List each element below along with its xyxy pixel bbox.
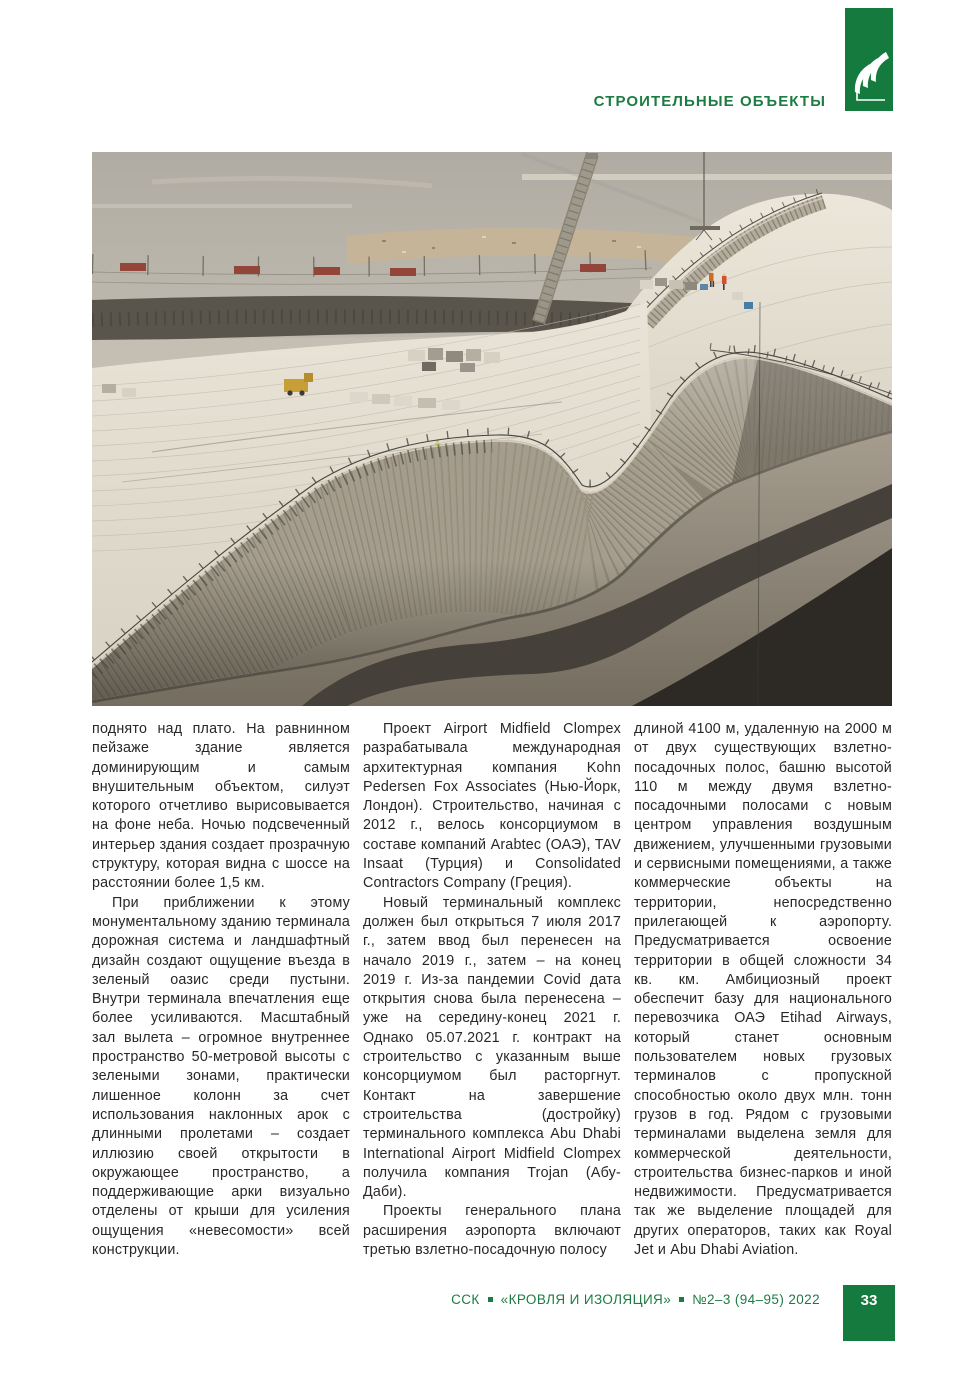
footer-journal-title: «КРОВЛЯ И ИЗОЛЯЦИЯ» — [500, 1292, 672, 1307]
paragraph: Новый терминальный комплекс должен был открыться 7 июля 2017 г., затем ввод был перенесен на начало 2019 г., затем – на конец 2019 г. Из-за пандемии Covid дата открытия снова была перенесена – уже на середину-конец 2021 г. Однако 05.07.2021 г. контракт на строительство с указанным выше консорциумом был расторгнут. Контакт на завершение строительства (достройку) терминального комплекса Abu Dhabi International Airport Midfield Clompex получила компания Trojan (Абу-Даби). — [363, 894, 621, 1201]
page-number-badge — [843, 1285, 895, 1341]
page-number: 33 — [860, 1292, 878, 1309]
ssk-logo-graphic — [845, 8, 893, 111]
square-separator-icon — [679, 1297, 684, 1302]
paragraph: При приближении к этому монументальному зданию терминала дорожная система и ландшафтный дизайн создают ощущение въезда в зеленый оазис среди пустыни. Внутри терминала впечатления еще более усиливаются. Масштабный зал вылета – огромное внутреннее пространство 50-метровой высоты с зелеными зонами, практически лишенное колонн за счет использования наклонных арок с длинными пролетами – создает иллюзию своей открытости в окружающее пространство, а поддерживающие арки визуально отделены от крыши для усиления ощущения «невесомости» всей конструкции. — [92, 894, 350, 1259]
text-column-3 — [634, 720, 892, 1260]
footer-journal-line — [92, 1292, 820, 1307]
construction-photo-illustration — [92, 152, 892, 706]
footer-org: ССК — [451, 1292, 480, 1307]
ssk-logo — [845, 8, 893, 111]
text-column-1 — [92, 720, 350, 1260]
paragraph: Проект Airport Midfield Clompex разрабатывала международная архитектурная компания Kohn Pedersen Fox Associates (Нью-Йорк, Лондон). Строительство, начиная с 2012 г., велось консорциумом в составе компаний Arabtec (ОАЭ), TAV Insaat (Турция) и Consolidated Contractors Company (Греция). — [363, 721, 621, 892]
paragraph: поднято над плато. На равнинном пейзаже здание является доминирующим и самым внушительным объектом, силуэт которого отчетливо вырисовывается на фоне неба. Ночью подсвеченный интерьер здания создает прозрачную структуру, которая видна с шоссе на расстоянии более 1,5 км. — [92, 721, 350, 892]
text-column-2 — [363, 720, 621, 1260]
footer-issue: №2–3 (94–95) 2022 — [692, 1292, 820, 1307]
paragraph: Проекты генерального плана расширения аэропорта включают третью взлетно-посадочную полосу — [363, 1203, 621, 1259]
section-label: СТРОИТЕЛЬНЫЕ ОБЪЕКТЫ — [593, 93, 826, 110]
article-columns — [92, 720, 892, 1260]
terminal-construction-photo — [92, 152, 892, 706]
square-separator-icon — [488, 1297, 493, 1302]
paragraph: длиной 4100 м, удаленную на 2000 м от двух существующих взлетно-посадочных полос, башню высотой 110 м между двумя взлетно-посадочными полосами с новым центром управления воздушным движением, улучшенными грузовыми и сервисными помещениями, а также коммерческие объекты на территории, непосредственно прилегающей к аэропорту. Предусматривается освоение территории в общей сложности 34 кв. км. Амбициозный проект обеспечит базу для национального перевозчика ОАЭ Etihad Airways, который станет основным пользователем новых грузовых терминалов с пропускной способностью около двух млн. тонн грузов в год. Рядом с грузовыми терминалами выделена земля для коммерческой деятельности, строительства бизнес-парков и иной недвижимости. Предусматривается так же выделение площадей для других операторов, таких как Royal Jet и Abu Dhabi Aviation. — [634, 721, 892, 1259]
